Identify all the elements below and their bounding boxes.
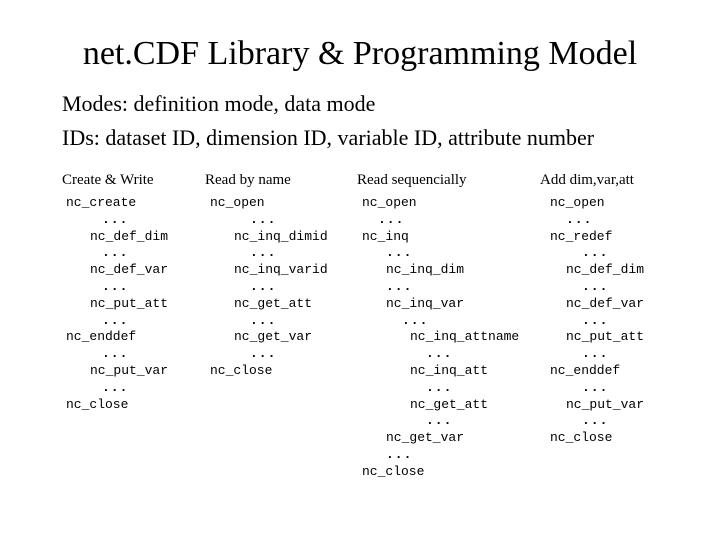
ellipsis-line: ... bbox=[250, 211, 277, 227]
ellipsis-line: ... bbox=[102, 211, 129, 227]
code-line: nc_inq_var bbox=[386, 295, 465, 311]
ellipsis-line: ... bbox=[566, 211, 593, 227]
code-line: nc_close bbox=[210, 362, 273, 378]
code-line: nc_get_att bbox=[410, 396, 489, 412]
code-line: nc_put_att bbox=[90, 295, 169, 311]
code-line: nc_close bbox=[550, 430, 613, 446]
ellipsis-line: ... bbox=[582, 346, 609, 362]
code-line: nc_enddef bbox=[550, 362, 621, 378]
ellipsis-line: ... bbox=[582, 379, 609, 395]
column-heading-read-sequencially: Read sequencially bbox=[357, 172, 467, 188]
ellipsis-line: ... bbox=[250, 346, 277, 362]
ellipsis-line: ... bbox=[582, 245, 609, 261]
ellipsis-line: ... bbox=[250, 312, 277, 328]
code-line: nc_open bbox=[550, 195, 605, 210]
code-line: nc_close bbox=[66, 396, 129, 412]
ellipsis-line: ... bbox=[378, 211, 405, 227]
slide-title: net.CDF Library & Programming Model bbox=[82, 35, 638, 72]
code-line: nc_def_dim bbox=[90, 228, 169, 244]
code-line: nc_put_att bbox=[566, 329, 645, 345]
code-column-create-write bbox=[66, 195, 168, 413]
ellipsis-line: ... bbox=[102, 379, 129, 395]
code-line: nc_open bbox=[210, 195, 265, 210]
ellipsis-line: ... bbox=[386, 278, 413, 294]
ellipsis-line: ... bbox=[426, 379, 453, 395]
code-column-read-sequencially bbox=[362, 195, 519, 481]
code-line: nc_redef bbox=[550, 228, 613, 244]
code-line: nc_inq bbox=[362, 228, 409, 244]
code-column-add-dim-var-att bbox=[550, 195, 644, 447]
code-line: nc_def_var bbox=[566, 295, 645, 311]
ellipsis-line: ... bbox=[582, 413, 609, 429]
ellipsis-line: ... bbox=[426, 413, 453, 429]
code-line: nc_close bbox=[362, 463, 425, 479]
code-line: nc_create bbox=[66, 195, 137, 210]
code-line: nc_inq_dim bbox=[386, 262, 465, 278]
code-line: nc_get_var bbox=[234, 329, 313, 345]
code-line: nc_inq_varid bbox=[234, 262, 328, 278]
ellipsis-line: ... bbox=[250, 278, 277, 294]
ids-line: IDs: dataset ID, dimension ID, variable ID, attribute number bbox=[62, 125, 595, 150]
code-line: nc_put_var bbox=[90, 362, 169, 378]
ellipsis-line: ... bbox=[582, 312, 609, 328]
ellipsis-line: ... bbox=[102, 346, 129, 362]
column-heading-add-dim-var-att: Add dim,var,att bbox=[540, 172, 634, 188]
column-heading-create-write: Create & Write bbox=[62, 172, 154, 188]
code-line: nc_def_var bbox=[90, 262, 169, 278]
ellipsis-line: ... bbox=[250, 245, 277, 261]
code-line: nc_open bbox=[362, 195, 417, 210]
ellipsis-line: ... bbox=[582, 278, 609, 294]
code-line: nc_enddef bbox=[66, 329, 137, 345]
ellipsis-line: ... bbox=[386, 245, 413, 261]
code-line: nc_inq_attname bbox=[410, 329, 520, 345]
modes-line: Modes: definition mode, data mode bbox=[62, 91, 376, 116]
code-line: nc_get_att bbox=[234, 295, 313, 311]
ellipsis-line: ... bbox=[402, 312, 429, 328]
code-line: nc_put_var bbox=[566, 396, 645, 412]
code-column-read-by-name bbox=[210, 195, 328, 380]
code-line: nc_inq_att bbox=[410, 362, 489, 378]
ellipsis-line: ... bbox=[102, 312, 129, 328]
ellipsis-line: ... bbox=[386, 446, 413, 462]
code-line: nc_inq_dimid bbox=[234, 228, 328, 244]
ellipsis-line: ... bbox=[102, 278, 129, 294]
ellipsis-line: ... bbox=[426, 346, 453, 362]
column-heading-read-by-name: Read by name bbox=[205, 172, 291, 188]
code-line: nc_def_dim bbox=[566, 262, 645, 278]
ellipsis-line: ... bbox=[102, 245, 129, 261]
code-line: nc_get_var bbox=[386, 430, 465, 446]
